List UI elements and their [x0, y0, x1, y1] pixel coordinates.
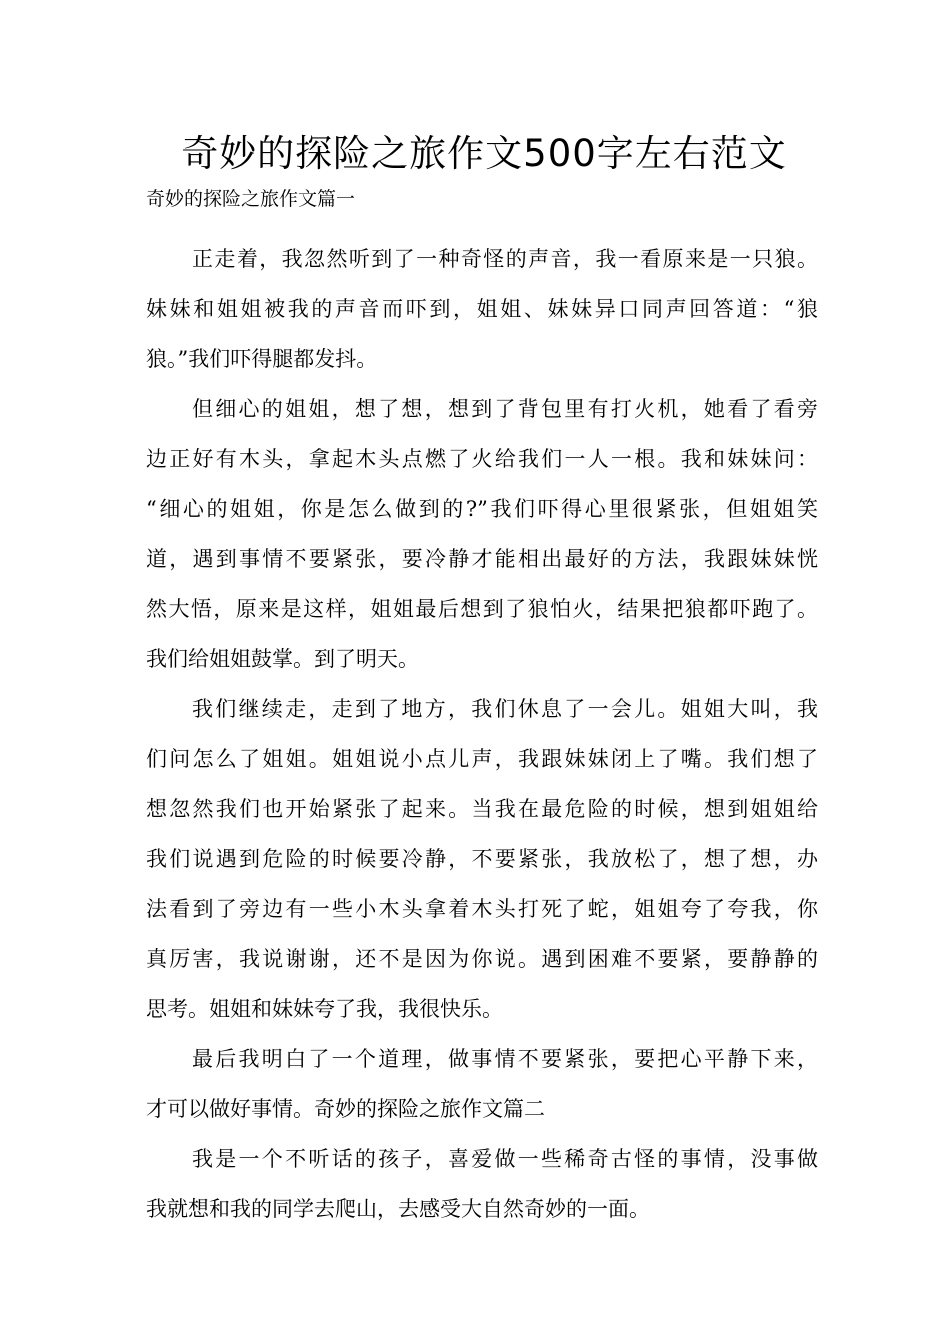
paragraph-line: 边正好有木头，拿起木头点燃了火给我们一人一根。我和妹妹问：	[146, 447, 818, 471]
paragraph-line: 才可以做好事情。奇妙的探险之旅作文篇二	[146, 1097, 545, 1121]
paragraph-line: 们问怎么了姐姐。姐姐说小点儿声，我跟妹妹闭上了嘴。我们想了	[146, 747, 818, 771]
paragraph-line: 妹妹和姐姐被我的声音而吓到，姐姐、妹妹异口同声回答道：“狼	[146, 297, 818, 321]
paragraph-line: 狼。”我们吓得腿都发抖。	[146, 347, 378, 371]
section-heading: 奇妙的探险之旅作文篇一	[146, 188, 356, 210]
paragraph-line: 但细心的姐姐，想了想，想到了背包里有打火机，她看了看旁	[192, 397, 818, 421]
paragraph-line: 法看到了旁边有一些小木头拿着木头打死了蛇，姐姐夸了夸我，你	[146, 897, 818, 921]
paragraph-line: 思考。姐姐和妹妹夸了我，我很快乐。	[146, 997, 503, 1021]
paragraph-line: “细心的姐姐，你是怎么做到的?”我们吓得心里很紧张，但姐姐笑	[146, 497, 818, 521]
paragraph	[146, 384, 818, 684]
paragraph-line: 我就想和我的同学去爬山，去感受大自然奇妙的一面。	[146, 1197, 650, 1221]
paragraph-line: 道，遇到事情不要紧张，要冷静才能相出最好的方法，我跟妹妹恍	[146, 547, 818, 571]
paragraph-line: 然大悟，原来是这样，姐姐最后想到了狼怕火，结果把狼都吓跑了。	[146, 597, 818, 621]
paragraph	[146, 1134, 818, 1234]
document-title: 奇妙的探险之旅作文500字左右范文	[181, 132, 787, 175]
paragraph-line: 我们给姐姐鼓掌。到了明天。	[146, 647, 419, 671]
paragraph	[146, 684, 818, 1034]
document-body	[146, 234, 818, 1234]
paragraph-line: 我是一个不听话的孩子，喜爱做一些稀奇古怪的事情，没事做	[192, 1147, 818, 1171]
paragraph-line: 最后我明白了一个道理，做事情不要紧张，要把心平静下来，	[192, 1047, 818, 1071]
paragraph-line: 真厉害，我说谢谢，还不是因为你说。遇到困难不要紧，要静静的	[146, 947, 818, 971]
paragraph-line: 正走着，我忽然听到了一种奇怪的声音，我一看原来是一只狼。	[192, 247, 818, 271]
paragraph-line: 我们继续走，走到了地方，我们休息了一会儿。姐姐大叫，我	[192, 697, 818, 721]
paragraph	[146, 1034, 818, 1134]
paragraph	[146, 234, 818, 384]
paragraph-line: 想忽然我们也开始紧张了起来。当我在最危险的时候，想到姐姐给	[146, 797, 818, 821]
paragraph-line: 我们说遇到危险的时候要冷静，不要紧张，我放松了，想了想，办	[146, 847, 818, 871]
